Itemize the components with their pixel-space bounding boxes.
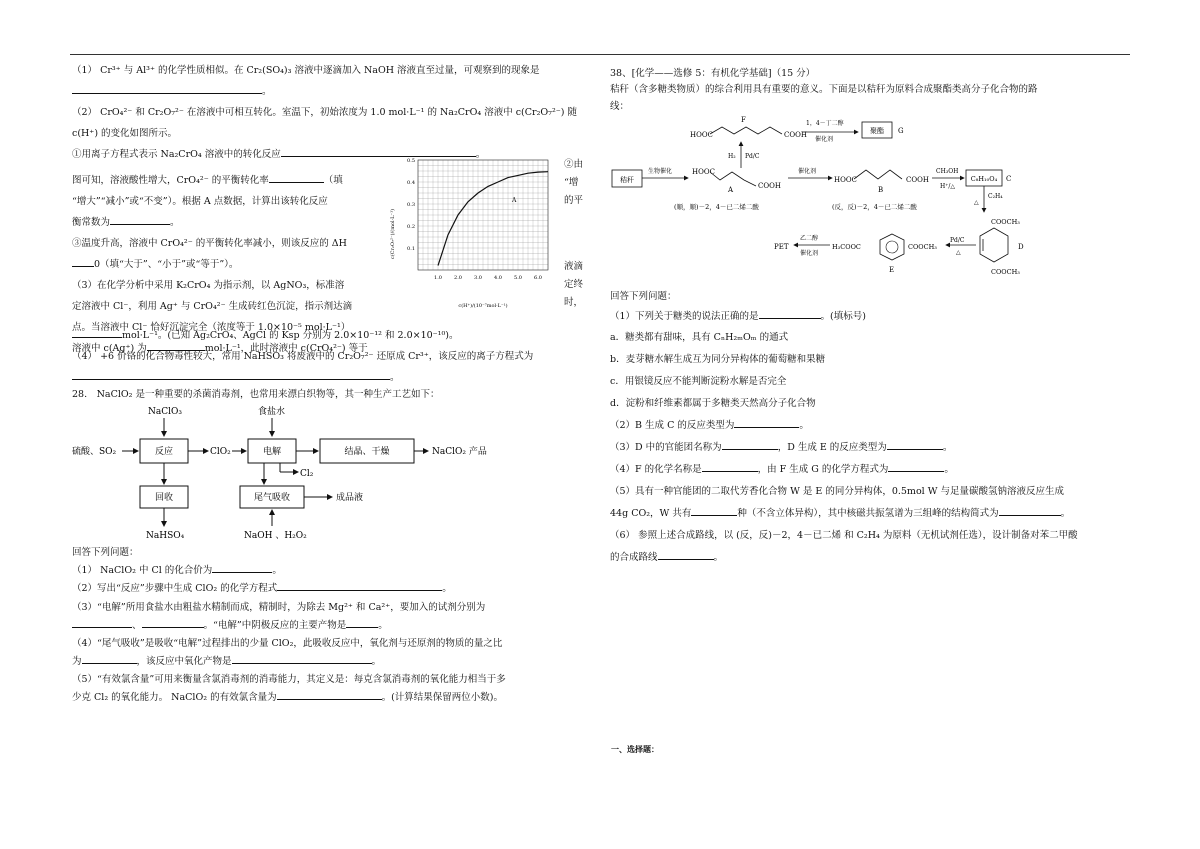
route-B-name: (反，反)－2，4－已二烯二酸 xyxy=(832,203,917,211)
answer-blank[interactable] xyxy=(722,438,778,450)
q28-5b: 少克 Cl₂ 的氧化能力。 NaClO₂ 的有效氯含量为 。(计算结果保留两位小数)。 xyxy=(72,687,503,708)
q38-option-c: c．用银镜反应不能判断淀粉水解是否完全 xyxy=(610,376,787,387)
chart-grid xyxy=(418,160,548,270)
process-flow-diagram xyxy=(72,402,512,547)
answer-blank[interactable] xyxy=(72,326,122,338)
chart-y-tick: 0.1 xyxy=(407,246,415,252)
q38-5-line1: （5）具有一种官能团的二取代芳香化合物 W 是 E 的同分异构体，0.5mol W 与足量碳酸氢钠溶液反应生成 xyxy=(610,486,1065,497)
answer-blank[interactable] xyxy=(82,652,137,664)
q1-line1: （1） Cr³⁺ 与 Al³⁺ 的化学性质相似。在 Cr₂(SO₄)₃ 溶液中逐滴加入 NaOH 溶液直至过量，可观察到的现象是 xyxy=(72,65,540,76)
answer-blank[interactable] xyxy=(110,213,170,225)
route-polyester: 聚酯 xyxy=(870,127,884,135)
q38-intro2: 线： xyxy=(610,101,630,112)
q3-right3: 时， xyxy=(564,297,584,308)
q38-option-a: a．糖类都有甜味，具有 CₙH₂ₘOₘ 的通式 xyxy=(610,332,789,343)
top-rule xyxy=(70,54,1130,55)
synthesis-route-diagram xyxy=(610,112,1030,294)
flow-box-elec-label: 电解 xyxy=(262,447,282,457)
route-G-label: G xyxy=(898,127,904,135)
flow-box-recycle-label: 回收 xyxy=(154,493,174,503)
q28-5: （5）“有效氯含量”可用来衡量含氯消毒剂的消毒能力，其定义是：每克含氯消毒剂的氧化能力相当于多 xyxy=(72,674,506,685)
chart-ylabel: c(Cr₂O₇²⁻)/(mol·L⁻¹) xyxy=(390,208,396,260)
chart-x-tick: 3.0 xyxy=(474,275,482,281)
answer-blank[interactable] xyxy=(212,561,272,573)
chart-y-tick: 0.5 xyxy=(407,158,415,164)
route-A-hooc: HOOC xyxy=(692,168,715,176)
route-ch3oh: CH₃OH xyxy=(936,168,959,175)
flow-product: NaClO₂ 产品 xyxy=(432,447,487,457)
q38-5-line2: 44g CO₂，W 共有 种（不含立体异构），其中核磁共振氢谱为三组峰的结构简式为 。 xyxy=(610,503,1070,524)
answer-blank[interactable] xyxy=(346,616,378,628)
section-footer: 一、选择题： xyxy=(611,744,659,754)
answer-blank[interactable] xyxy=(277,579,442,591)
answer-blank[interactable] xyxy=(72,368,390,380)
q38-ask: 回答下列问题： xyxy=(610,291,677,302)
route-c2h4: C₂H₄ xyxy=(988,193,1003,200)
chart-point-label: A xyxy=(512,197,517,204)
route-E-label: E xyxy=(889,266,895,274)
chart-x-tick: 6.0 xyxy=(534,275,542,281)
route-F-cooh: COOH xyxy=(784,131,807,139)
route-E-h3cooc: H₃COOC xyxy=(832,243,861,251)
route-delta: △ xyxy=(974,199,979,206)
route-A-cooh: COOH xyxy=(758,182,781,190)
q38-6-line2: 的合成路线 。 xyxy=(610,547,723,568)
route-F-hooc: HOOC xyxy=(690,131,713,139)
q38-2: （2）B 生成 C 的反应类型为 。 xyxy=(610,415,809,436)
q38-intro1: 秸秆（含多糖类物质）的综合利用具有重要的意义。下面是以秸秆为原料合成聚酯类高分子化合物的路 xyxy=(610,84,1038,95)
route-bio: 生物催化 xyxy=(648,168,673,175)
q38-4: （4）F 的化学名称是 ，由 F 生成 G 的化学方程式为 。 xyxy=(610,459,954,480)
route-pet: PET xyxy=(774,243,789,251)
flow-naclo3: NaClO₃ xyxy=(148,407,182,417)
route-A-name: (顺，顺)－2，4－已二烯二酸 xyxy=(674,203,759,211)
route-D-cooch3-bot: COOCH₃ xyxy=(991,268,1020,276)
q1-line2: 。 xyxy=(72,81,587,102)
route-h2: H₂ xyxy=(728,153,736,160)
route-fg-reagent1: 1，4－丁二醇 xyxy=(806,120,844,127)
flow-acid-so2: 硫酸、SO₂ xyxy=(72,447,117,457)
q28-4: （4）“尾气吸收”是吸收“电解”过程排出的少量 ClO₂，此吸收反应中，氧化剂与还原剂的物质的量之比 xyxy=(72,638,503,649)
route-F-chain xyxy=(710,127,782,134)
chart-x-tick: 1.0 xyxy=(434,275,442,281)
q38-3: （3）D 中的官能团名称为 ，D 生成 E 的反应类型为 。 xyxy=(610,437,952,458)
route-cat2: 催化剂 xyxy=(800,250,819,257)
chromate-chart xyxy=(388,152,558,312)
flow-box-tail-label: 尾气吸收 xyxy=(253,493,291,503)
q2-line2: c(H⁺) 的变化如图所示。 xyxy=(72,128,178,139)
q38-title: 38、[化学——选修 5：有机化学基础]（15 分） xyxy=(610,68,816,79)
route-D-label: D xyxy=(1018,243,1024,251)
route-A-chain xyxy=(710,172,756,186)
flow-naoh-h2o2: NaOH 、H₂O₂ xyxy=(244,531,307,541)
q28-4b: 为 ，该反应中氧化产物是 。 xyxy=(72,651,381,672)
answer-blank[interactable] xyxy=(232,652,372,664)
answer-blank[interactable] xyxy=(72,616,132,628)
answer-blank[interactable] xyxy=(888,460,944,472)
q3-line5: mol·L⁻¹。(已知 Ag₂CrO₄、AgCl 的 Ksp 分别为 2.0×10⁻¹² 和 2.0×10⁻¹⁰)。 xyxy=(72,325,459,346)
answer-blank[interactable] xyxy=(887,438,943,450)
route-D-ring xyxy=(980,228,1008,262)
route-B-label: B xyxy=(878,186,884,194)
route-fg-reagent2: 催化剂 xyxy=(815,136,834,143)
q28-3: （3）“电解”所用食盐水由粗盐水精制而成，精制时，为除去 Mg²⁺ 和 Ca²⁺，要加入的试剂分别为 xyxy=(72,602,486,613)
route-B-hooc: HOOC xyxy=(834,176,857,184)
route-E-ring xyxy=(880,234,904,260)
q2-line1: （2） CrO₄²⁻ 和 Cr₂O₇²⁻ 在溶液中可相互转化。室温下，初始浓度为 1.0 mol·L⁻¹ 的 Na₂CrO₄ 溶液中 c(Cr₂O₇²⁻) 随 xyxy=(72,107,578,118)
route-straw: 秸秆 xyxy=(620,176,634,184)
route-A-label: A xyxy=(728,186,734,194)
q2-b-right2: “增 xyxy=(564,177,579,188)
q38-6-line1: （6） 参照上述合成路线，以 (反，反)－2，4－已二烯 和 C₂H₄ 为原料（无机试剂任选），设计制备对苯二甲酸 xyxy=(610,530,1078,541)
flow-nahso4: NaHSO₄ xyxy=(146,531,185,541)
chart-x-tick: 5.0 xyxy=(514,275,522,281)
q28-title: 28. NaClO₂ 是一种重要的杀菌消毒剂，也常用来漂白织物等，其一种生产工艺如下： xyxy=(72,389,440,400)
route-F-label: F xyxy=(741,116,746,124)
route-glycol: 乙二醇 xyxy=(800,235,819,242)
chart-y-tick: 0.3 xyxy=(407,202,415,208)
q4-line2: 。 xyxy=(72,367,400,388)
q38-1: （1）下列关于糖类的说法正确的是 。(填标号) xyxy=(610,306,866,327)
q28-2: （2）写出“反应”步骤中生成 ClO₂ 的化学方程式 。 xyxy=(72,578,452,599)
q4-line1: （4） +6 价铬的化合物毒性较大，常用 NaHSO₃ 将废液中的 Cr₂O₇²⁻ 还原成 Cr³⁺，该反应的离子方程式为 xyxy=(72,351,534,362)
answer-blank[interactable] xyxy=(691,504,737,516)
route-hplus: H⁺/△ xyxy=(940,183,956,190)
q2-b-right1: ②由 xyxy=(564,159,584,170)
route-C-label: C xyxy=(1006,175,1012,183)
chart-y-tick: 0.2 xyxy=(407,224,415,230)
q38-option-d: d．淀粉和纤维素都属于多糖类天然高分子化合物 xyxy=(610,398,816,409)
answer-blank[interactable] xyxy=(72,255,94,267)
route-E-cooch3: COOCH₃ xyxy=(908,243,937,251)
q28-1: （1） NaClO₂ 中 Cl 的化合价为 。 xyxy=(72,560,282,581)
answer-blank[interactable] xyxy=(759,307,821,319)
flow-brine: 食盐水 xyxy=(258,407,286,417)
q3-right2: 定终 xyxy=(564,279,584,290)
route-pdc2: Pd/C xyxy=(950,237,965,244)
q2-b-right3: 的平 xyxy=(564,195,584,206)
answer-blank[interactable] xyxy=(72,82,262,94)
route-pdc: Pd/C xyxy=(745,153,760,160)
q2-a: ①用离子方程式表示 Na₂CrO₄ 溶液中的转化反应 。 xyxy=(72,144,587,165)
answer-blank[interactable] xyxy=(269,171,324,183)
q38-option-b: b．麦芽糖水解生成互为同分异构体的葡萄糖和果糖 xyxy=(610,354,826,365)
answer-blank[interactable] xyxy=(734,416,799,428)
chart-xlabel: c(H⁺)/(10⁻⁷mol·L⁻¹) xyxy=(458,303,508,309)
answer-blank[interactable] xyxy=(999,504,1061,516)
answer-blank[interactable] xyxy=(277,688,382,700)
route-C-formula: C₈H₁₀O₄ xyxy=(970,175,998,183)
route-cat: 催化剂 xyxy=(798,168,817,175)
q3-right1: 液滴 xyxy=(564,261,584,272)
left-column xyxy=(72,60,587,165)
q2-b-block: 图可知，溶液酸性增大，CrO₄²⁻ 的平衡转化率 （填 “增大”“减小”或“不变”）。根据 A 点数据，计算出该转化反应 衡常数为 。 ③温度升高，溶液中 CrO₄²⁻ 的平衡转化率减小，则该反应的 ΔH 0（填“大于”、“小于”或“等于”）。 （3）在化学分析中采用 K₂CrO₄ 为指示剂，以 AgNO₃，标准溶 定溶液中 Cl⁻，利用 Ag⁺ 与 CrO₄²⁻ 生成砖红色沉淀，指示剂达滴 点。当溶液中 Cl⁻ 恰好沉淀完全（浓度等于 1.0×10⁻⁵ mol·L⁻¹） 溶液中 c(Ag⁺) 为 mol·L⁻¹，此时溶液中 c(CrO₄²⁻) 等于 xyxy=(72,170,402,359)
route-D-cooch3-top: COOCH₃ xyxy=(991,218,1020,226)
flow-cl2: Cl₂ xyxy=(300,469,314,479)
chart-x-tick: 4.0 xyxy=(494,275,502,281)
chart-x-tick: 2.0 xyxy=(454,275,462,281)
q28-3b: 、 。“电解”中阴极反应的主要产物是 。 xyxy=(72,615,388,636)
flow-box-react-label: 反应 xyxy=(154,447,174,457)
flow-box-cryst-label: 结晶、干燥 xyxy=(344,447,390,457)
answer-blank[interactable] xyxy=(142,616,204,628)
route-B-chain xyxy=(854,170,902,179)
route-B-cooh: COOH xyxy=(906,176,929,184)
flow-finished: 成品液 xyxy=(336,493,364,503)
flow-clo2: ClO₂ xyxy=(210,447,231,457)
route-delta2: △ xyxy=(956,249,961,256)
answer-blank[interactable] xyxy=(702,460,758,472)
answer-blank[interactable] xyxy=(658,548,714,560)
q28-ask: 回答下列问题： xyxy=(72,547,139,558)
chart-y-tick: 0.4 xyxy=(407,180,415,186)
